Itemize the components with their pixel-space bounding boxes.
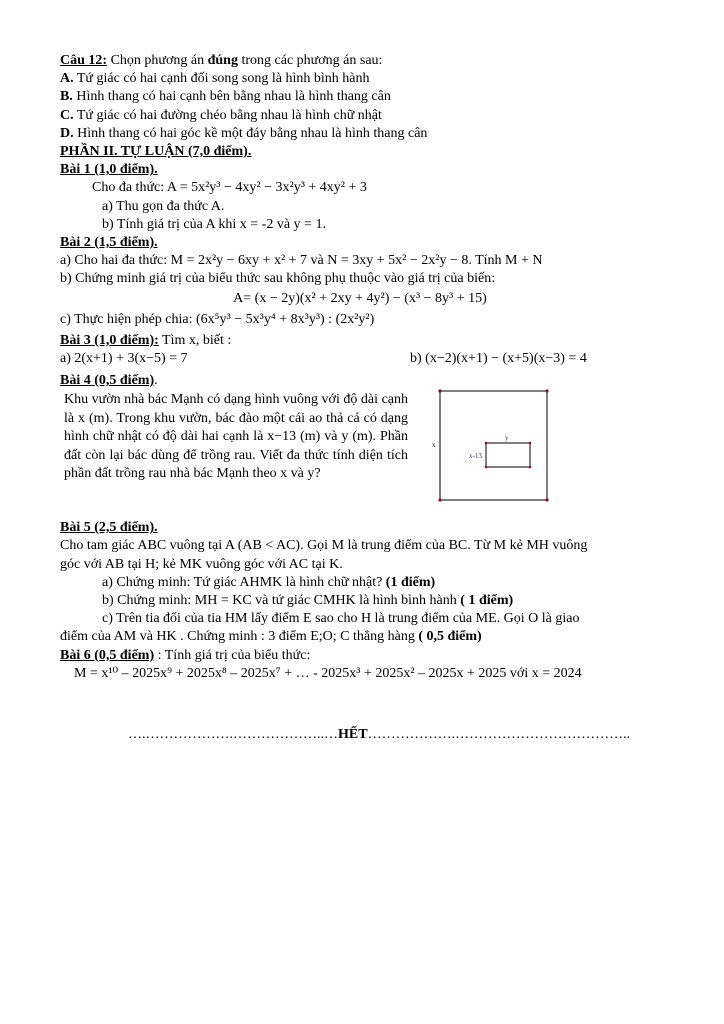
option-letter: D. [60,125,74,141]
label-x-13: x-13 [469,452,482,461]
bai2-a-pre: a) Cho hai đa thức: [60,253,168,269]
q12-prompt-pre: Chọn phương án [107,53,208,68]
bai5-title: Bài 5 (2,5 điểm). [60,520,158,536]
bai4-text: Khu vườn nhà bác Mạnh có dạng hình vuông với độ dài cạnh là x (m). Trong khu vườn, bác đào một cái ao thả cá có dạng hình chữ nhật có độ dài hai cạnh là x−13 (m) và y (m). Phần đất còn lại bác dùng để trồng rau. Viết đa thức tính diện tích phần đất trồng rau nhà bác Mạnh theo x và y? [64,392,408,482]
bai3-heading [60,332,660,350]
q12-option-d [60,125,660,143]
bai5-c-points: ( 0,5 điểm) [418,629,482,645]
bai6-title: Bài 6 (0,5 điểm) [60,647,155,663]
label-x: x [432,441,436,450]
option-text: Hình thang có hai cạnh bên bằng nhau là hình thang cân [72,89,391,105]
bai5-line2: góc với AB tại H; kẻ MK vuông góc với AC tại K. [60,556,343,572]
bai5-part-a [60,574,660,592]
option-text: Tứ giác có hai đường chéo bằng nhau là hình chữ nhật [73,107,382,123]
q12-prompt-bold: đúng [207,53,238,68]
end-dots-right: ……………….……………………………….. [367,727,631,742]
bai5-b-points: ( 1 điểm) [460,592,514,608]
bai4-block [60,391,660,519]
bai6-formula: M = x¹⁰ – 2025x⁹ + 2025x⁸ – 2025x⁷ + … - 2025x³ + 2025x² – 2025x + 2025 với x = 2024 [74,665,582,681]
label-y: y [505,434,509,443]
bai3-title: Bài 3 (1,0 điểm): [60,332,159,348]
bai1-intro [60,179,660,197]
bai2-a-post: . Tính M + N [468,253,543,269]
bai6-intro: : Tính giá trị của biểu thức: [154,647,311,663]
end-word: HẾT [338,727,368,742]
option-letter: B. [60,89,73,105]
q12-option-b [60,88,660,106]
bai2-part-a [60,252,660,270]
bai2-part-b: b) Chứng minh giá trị của biểu thức sau không phụ thuộc vào giá trị của biến: [60,271,496,287]
bai5-a-points: (1 điểm) [385,574,436,590]
corner-dots [438,390,548,502]
bai1-intro-text: Cho đa thức: [92,180,165,196]
option-letter: C. [60,107,74,123]
end-marker [128,726,630,744]
end-dots-left: ….……………….………………..… [128,727,338,742]
bai2-c-formula: (6x⁵y³ − 5x³y⁴ + 8x³y³) : (2x²y²) [196,311,375,327]
option-letter: A. [60,71,74,87]
bai3-intro: Tìm x, biết : [158,332,232,348]
option-text: Tứ giác có hai cạnh đối song song là hình bình hành [73,71,370,87]
bai5-a-text: a) Chứng minh: Tứ giác AHMK là hình chữ nhật? [102,574,383,590]
bai5-part-b [60,592,660,610]
bai2-b-formula: A= (x − 2y)(x² + 2xy + 4y²) − (x³ − 8y³ + 15) [233,291,487,307]
q12-label: Câu 12: [60,53,108,68]
part2-title: PHẦN II. TỰ LUẬN (7,0 điểm). [60,143,252,159]
exam-page [60,52,660,683]
q12-option-a [60,70,660,88]
q12-option-c [60,107,660,125]
bai4-title: Bài 4 (0,5 điểm) [60,373,155,388]
garden-square [440,391,547,500]
q12-prompt-post: trong các phương án sau: [237,53,383,68]
garden-figure [432,385,615,507]
q12-prompt [60,52,660,70]
bai3-part-b: b) (x−2)(x+1) − (x+5)(x−3) = 4 [410,351,587,366]
bai4-title-dot: . [154,373,158,388]
bai3-part-a: a) 2(x+1) + 3(x−5) = 7 [60,351,188,366]
bai1-part-a: a) Thu gọn đa thức A. [102,198,225,214]
bai1-formula: A = 5x²y³ − 4xy² − 3x²y³ + 4xy² + 3 [166,180,367,196]
bai2-part-c [60,311,660,329]
bai2-a-formula: M = 2x²y − 6xy + x² + 7 và N = 3xy + 5x² − 2x²y − 8 [170,253,469,269]
bai2-c-pre: c) Thực hiện phép chia: [60,311,193,327]
bai1-part-b: b) Tính giá trị của A khi x = -2 và y = 1. [102,216,326,232]
option-text: Hình thang có hai góc kề một đáy bằng nhau là hình thang cân [73,125,428,141]
bai5-c-text: điểm của AM và HK . Chứng minh : 3 điểm E;O; C thẳng hàng [60,629,415,645]
pond-rectangle [486,443,530,467]
bai6-heading [60,647,660,665]
bai5-part-c-line1: c) Trên tia đối của tia HM lấy điểm E sao cho H là trung điểm của ME. Gọi O là giao [102,611,580,627]
bai1-title: Bài 1 (1,0 điểm). [60,162,158,178]
bai5-line1: Cho tam giác ABC vuông tại A (AB < AC). Gọi M là trung điểm của BC. Từ M kẻ MH vuông [60,538,588,554]
bai5-part-c-line2 [60,628,660,646]
bai2-title: Bài 2 (1,5 điểm). [60,234,158,250]
bai5-b-text: b) Chứng minh: MH = KC và tứ giác CMHK là hình bình hành [102,592,457,608]
bai3-parts [60,350,660,370]
